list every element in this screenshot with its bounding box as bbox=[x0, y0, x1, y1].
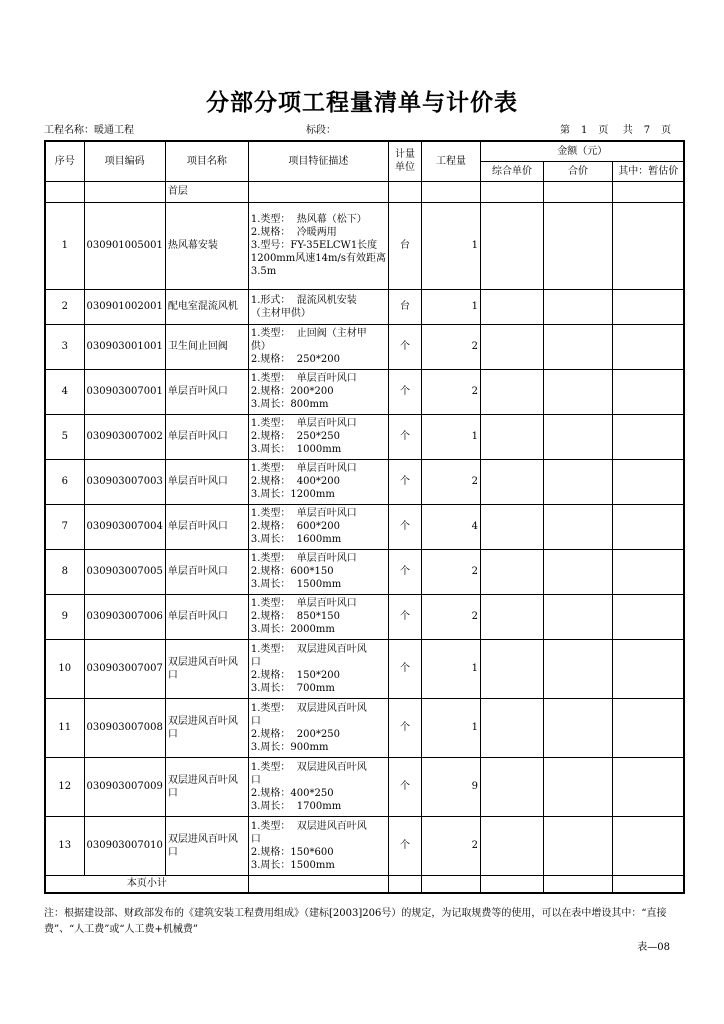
row-provisional bbox=[612, 698, 684, 757]
row-name: 单层百叶风口 bbox=[165, 504, 248, 549]
row-seq: 13 bbox=[45, 816, 84, 875]
row-name: 配电室混流风机 bbox=[165, 289, 248, 324]
row-seq: 9 bbox=[45, 594, 84, 639]
row-desc-line: 1.类型： 双层进风百叶风 bbox=[250, 702, 367, 714]
floor-row bbox=[45, 181, 684, 202]
row-total bbox=[543, 202, 612, 289]
row-desc-line: 1.形式： 混流风机安装 bbox=[250, 294, 357, 306]
row-desc-line: 2.规格：200*200 bbox=[250, 386, 334, 397]
row-seq: 1 bbox=[45, 202, 84, 289]
row-qty: 9 bbox=[421, 757, 480, 816]
subtotal-row bbox=[45, 875, 684, 893]
table-row bbox=[45, 504, 684, 549]
row-name: 单层百叶风口 bbox=[165, 369, 248, 414]
row-unit: 个 bbox=[388, 549, 421, 594]
floor-label: 首层 bbox=[165, 181, 248, 202]
row-seq: 4 bbox=[45, 369, 84, 414]
table-row bbox=[45, 369, 684, 414]
row-desc bbox=[248, 816, 388, 875]
header-row bbox=[45, 141, 684, 161]
row-provisional bbox=[612, 202, 684, 289]
table-row bbox=[45, 549, 684, 594]
row-desc-line: 3.5m bbox=[250, 266, 277, 277]
table-row bbox=[45, 289, 684, 324]
row-desc bbox=[248, 698, 388, 757]
row-qty: 1 bbox=[421, 698, 480, 757]
row-unit: 个 bbox=[388, 816, 421, 875]
row-code: 030903007005 bbox=[84, 549, 165, 594]
subtotal-cell bbox=[612, 875, 684, 893]
subtotal-cell bbox=[421, 875, 480, 893]
section-label: 标段： bbox=[306, 125, 336, 136]
row-desc-line: 2.规格： 250*200 bbox=[250, 354, 340, 365]
row-seq: 2 bbox=[45, 289, 84, 324]
row-unit: 个 bbox=[388, 639, 421, 698]
row-unit-price bbox=[480, 504, 543, 549]
table-row bbox=[45, 816, 684, 875]
row-desc-line: 1.类型： 止回阀（主材甲 bbox=[250, 328, 367, 339]
row-desc-line: 1.类型： 单层百叶风口 bbox=[250, 508, 357, 519]
row-desc bbox=[248, 459, 388, 504]
row-desc-line: 1.类型： 单层百叶风口 bbox=[250, 598, 357, 609]
row-name: 双层进风百叶风口 bbox=[165, 639, 248, 698]
row-qty: 1 bbox=[421, 639, 480, 698]
row-desc-line: 口 bbox=[250, 833, 261, 845]
row-desc-line: 2.规格： 冷暖两用 bbox=[250, 227, 337, 238]
page-total-prefix: 共 bbox=[622, 125, 633, 136]
header-total: 合价 bbox=[543, 161, 612, 181]
row-unit-price bbox=[480, 594, 543, 639]
row-desc-line: 2.规格： 850*150 bbox=[250, 611, 340, 622]
row-code: 030903001001 bbox=[84, 324, 165, 369]
row-provisional bbox=[612, 414, 684, 459]
row-provisional bbox=[612, 639, 684, 698]
row-total bbox=[543, 639, 612, 698]
row-desc-line: 2.规格： 200*250 bbox=[250, 728, 340, 740]
row-desc-line: 2.规格：150*600 bbox=[250, 846, 334, 858]
row-provisional bbox=[612, 369, 684, 414]
row-unit: 个 bbox=[388, 594, 421, 639]
row-desc-line: 1.类型： 双层进风百叶风 bbox=[250, 820, 367, 832]
row-desc-line: 3.周长：2000mm bbox=[250, 624, 335, 635]
footnote: 注：根据建设部、财政部发布的《建筑安装工程费用组成》（建标[2003]206号）的规定，为记取规费等的使用，可以在表中增设其中：“直接费”、“人工费”或“人工费+机械费” bbox=[44, 908, 667, 935]
row-desc-line: 3.周长： 1700mm bbox=[250, 800, 342, 812]
row-unit-price bbox=[480, 202, 543, 289]
row-provisional bbox=[612, 594, 684, 639]
row-desc bbox=[248, 202, 388, 289]
header-unit bbox=[388, 141, 421, 181]
header-unit-price: 综合单价 bbox=[480, 161, 543, 181]
row-code: 030903007006 bbox=[84, 594, 165, 639]
bill-table bbox=[44, 140, 685, 894]
row-qty: 2 bbox=[421, 459, 480, 504]
table-row bbox=[45, 414, 684, 459]
row-desc bbox=[248, 324, 388, 369]
row-unit: 个 bbox=[388, 459, 421, 504]
header-qty: 工程量 bbox=[421, 141, 480, 181]
row-code: 030903007002 bbox=[84, 414, 165, 459]
row-desc-line: 3.周长： 1600mm bbox=[250, 534, 342, 545]
row-unit-price bbox=[480, 698, 543, 757]
row-qty: 2 bbox=[421, 549, 480, 594]
row-unit: 个 bbox=[388, 414, 421, 459]
row-name: 双层进风百叶风口 bbox=[165, 698, 248, 757]
row-provisional bbox=[612, 324, 684, 369]
row-code: 030903007007 bbox=[84, 639, 165, 698]
row-unit-price bbox=[480, 757, 543, 816]
row-qty: 2 bbox=[421, 324, 480, 369]
row-total bbox=[543, 504, 612, 549]
row-code: 030903007008 bbox=[84, 698, 165, 757]
row-desc-line: 2.规格： 150*200 bbox=[250, 669, 340, 681]
row-unit: 个 bbox=[388, 324, 421, 369]
row-total bbox=[543, 289, 612, 324]
row-seq: 10 bbox=[45, 639, 84, 698]
row-desc-line: 2.规格： 400*200 bbox=[250, 476, 340, 487]
row-seq: 7 bbox=[45, 504, 84, 549]
row-desc-line: 1.类型： 热风幕（松下） bbox=[250, 214, 367, 225]
row-desc bbox=[248, 369, 388, 414]
row-desc-line: 1.类型： 单层百叶风口 bbox=[250, 418, 357, 429]
row-code: 030903007003 bbox=[84, 459, 165, 504]
row-provisional bbox=[612, 289, 684, 324]
row-provisional bbox=[612, 816, 684, 875]
row-desc bbox=[248, 414, 388, 459]
row-name: 双层进风百叶风口 bbox=[165, 757, 248, 816]
row-name: 卫生间止回阀 bbox=[165, 324, 248, 369]
page-current: 1 bbox=[581, 125, 588, 136]
row-total bbox=[543, 816, 612, 875]
row-qty: 1 bbox=[421, 202, 480, 289]
row-unit-price bbox=[480, 324, 543, 369]
row-unit: 个 bbox=[388, 504, 421, 549]
row-desc-line: 1.类型： 单层百叶风口 bbox=[250, 463, 357, 474]
row-qty: 2 bbox=[421, 816, 480, 875]
header-amount: 金额（元） bbox=[480, 141, 684, 161]
row-desc bbox=[248, 757, 388, 816]
row-desc-line: 供） bbox=[250, 341, 271, 352]
row-desc-line: 口 bbox=[250, 774, 261, 786]
row-desc-line: 2.规格： 250*250 bbox=[250, 431, 340, 442]
row-code: 030903007001 bbox=[84, 369, 165, 414]
row-provisional bbox=[612, 549, 684, 594]
subtotal-label: 本页小计 bbox=[45, 875, 248, 893]
row-name: 单层百叶风口 bbox=[165, 459, 248, 504]
row-seq: 11 bbox=[45, 698, 84, 757]
row-code: 030903007010 bbox=[84, 816, 165, 875]
table-row bbox=[45, 594, 684, 639]
row-desc-line: 1.类型： 单层百叶风口 bbox=[250, 373, 357, 384]
row-unit-price bbox=[480, 369, 543, 414]
row-unit-price bbox=[480, 414, 543, 459]
row-total bbox=[543, 459, 612, 504]
row-unit-price bbox=[480, 639, 543, 698]
row-total bbox=[543, 757, 612, 816]
page-title: 分部分项工程量清单与计价表 bbox=[206, 89, 518, 116]
row-desc bbox=[248, 594, 388, 639]
row-desc-line: （主材甲供） bbox=[250, 307, 311, 319]
row-total bbox=[543, 594, 612, 639]
row-desc-line: 3.周长：900mm bbox=[250, 741, 329, 753]
header-desc: 项目特征描述 bbox=[248, 141, 388, 181]
row-seq: 8 bbox=[45, 549, 84, 594]
row-provisional bbox=[612, 757, 684, 816]
row-unit-price bbox=[480, 459, 543, 504]
header-seq: 序号 bbox=[45, 141, 84, 181]
row-name: 双层进风百叶风口 bbox=[165, 816, 248, 875]
row-total bbox=[543, 698, 612, 757]
header-provisional: 其中：暂估价 bbox=[612, 161, 684, 181]
table-row bbox=[45, 757, 684, 816]
row-desc-line: 1.类型： 单层百叶风口 bbox=[250, 553, 357, 564]
subtotal-cell bbox=[480, 875, 543, 893]
row-desc-line: 3.周长： 1000mm bbox=[250, 444, 342, 455]
row-qty: 1 bbox=[421, 414, 480, 459]
page-total: 7 bbox=[643, 125, 651, 136]
row-unit-price bbox=[480, 289, 543, 324]
row-desc-line: 1.类型： 双层进风百叶风 bbox=[250, 643, 367, 655]
row-code: 030901005001 bbox=[84, 202, 165, 289]
row-unit: 台 bbox=[388, 289, 421, 324]
row-desc-line: 3.周长： 1500mm bbox=[250, 579, 342, 590]
row-desc-line: 口 bbox=[250, 715, 261, 727]
row-name: 热风幕安装 bbox=[165, 202, 248, 289]
row-desc-line: 2.规格：400*250 bbox=[250, 787, 334, 799]
row-total bbox=[543, 369, 612, 414]
page-number bbox=[560, 121, 671, 136]
row-desc-line: 3.周长：1500mm bbox=[250, 859, 335, 871]
table-row bbox=[45, 639, 684, 698]
header-unit-line1: 计量 bbox=[394, 149, 415, 161]
row-desc bbox=[248, 639, 388, 698]
row-unit: 个 bbox=[388, 369, 421, 414]
row-provisional bbox=[612, 459, 684, 504]
subtotal-cell bbox=[543, 875, 612, 893]
row-desc-line: 3.周长： 700mm bbox=[250, 682, 335, 694]
page-mid: 页 bbox=[598, 125, 609, 136]
form-id: 表—08 bbox=[637, 942, 670, 953]
row-unit-price bbox=[480, 549, 543, 594]
row-desc-line: 2.规格：600*150 bbox=[250, 566, 334, 577]
subtotal-cell bbox=[248, 875, 388, 893]
row-qty: 4 bbox=[421, 504, 480, 549]
row-provisional bbox=[612, 504, 684, 549]
row-qty: 2 bbox=[421, 594, 480, 639]
row-unit-price bbox=[480, 816, 543, 875]
row-unit: 个 bbox=[388, 757, 421, 816]
row-desc-line: 3.型号：FY-35ELCW1长度 bbox=[250, 240, 378, 251]
row-seq: 6 bbox=[45, 459, 84, 504]
row-desc-line: 口 bbox=[250, 656, 261, 668]
project-name: 工程名称：暖通工程 bbox=[44, 125, 134, 136]
row-total bbox=[543, 324, 612, 369]
table-row bbox=[45, 698, 684, 757]
table-row bbox=[45, 202, 684, 289]
row-seq: 5 bbox=[45, 414, 84, 459]
page-prefix: 第 bbox=[560, 125, 570, 136]
page-suffix: 页 bbox=[661, 125, 672, 136]
header-unit-line2: 单位 bbox=[394, 162, 415, 174]
row-code: 030903007009 bbox=[84, 757, 165, 816]
row-desc-line: 3.周长：800mm bbox=[250, 399, 329, 410]
table-row bbox=[45, 324, 684, 369]
row-desc bbox=[248, 504, 388, 549]
row-desc-line: 1200mm风速14m/s有效距离 bbox=[250, 253, 386, 264]
table-row bbox=[45, 459, 684, 504]
row-qty: 1 bbox=[421, 289, 480, 324]
row-desc-line: 3.周长：1200mm bbox=[250, 489, 335, 500]
header-code: 项目编码 bbox=[84, 141, 165, 181]
row-total bbox=[543, 549, 612, 594]
row-seq: 3 bbox=[45, 324, 84, 369]
row-seq: 12 bbox=[45, 757, 84, 816]
row-total bbox=[543, 414, 612, 459]
row-code: 030903007004 bbox=[84, 504, 165, 549]
header-name: 项目名称 bbox=[165, 141, 248, 181]
subtotal-cell bbox=[388, 875, 421, 893]
row-name: 单层百叶风口 bbox=[165, 414, 248, 459]
row-code: 030901002001 bbox=[84, 289, 165, 324]
row-unit: 个 bbox=[388, 698, 421, 757]
row-desc bbox=[248, 289, 388, 324]
row-name: 单层百叶风口 bbox=[165, 594, 248, 639]
row-desc-line: 2.规格： 600*200 bbox=[250, 521, 340, 532]
row-unit: 台 bbox=[388, 202, 421, 289]
row-desc-line: 1.类型： 双层进风百叶风 bbox=[250, 761, 367, 773]
row-qty: 2 bbox=[421, 369, 480, 414]
row-desc bbox=[248, 549, 388, 594]
row-name: 单层百叶风口 bbox=[165, 549, 248, 594]
